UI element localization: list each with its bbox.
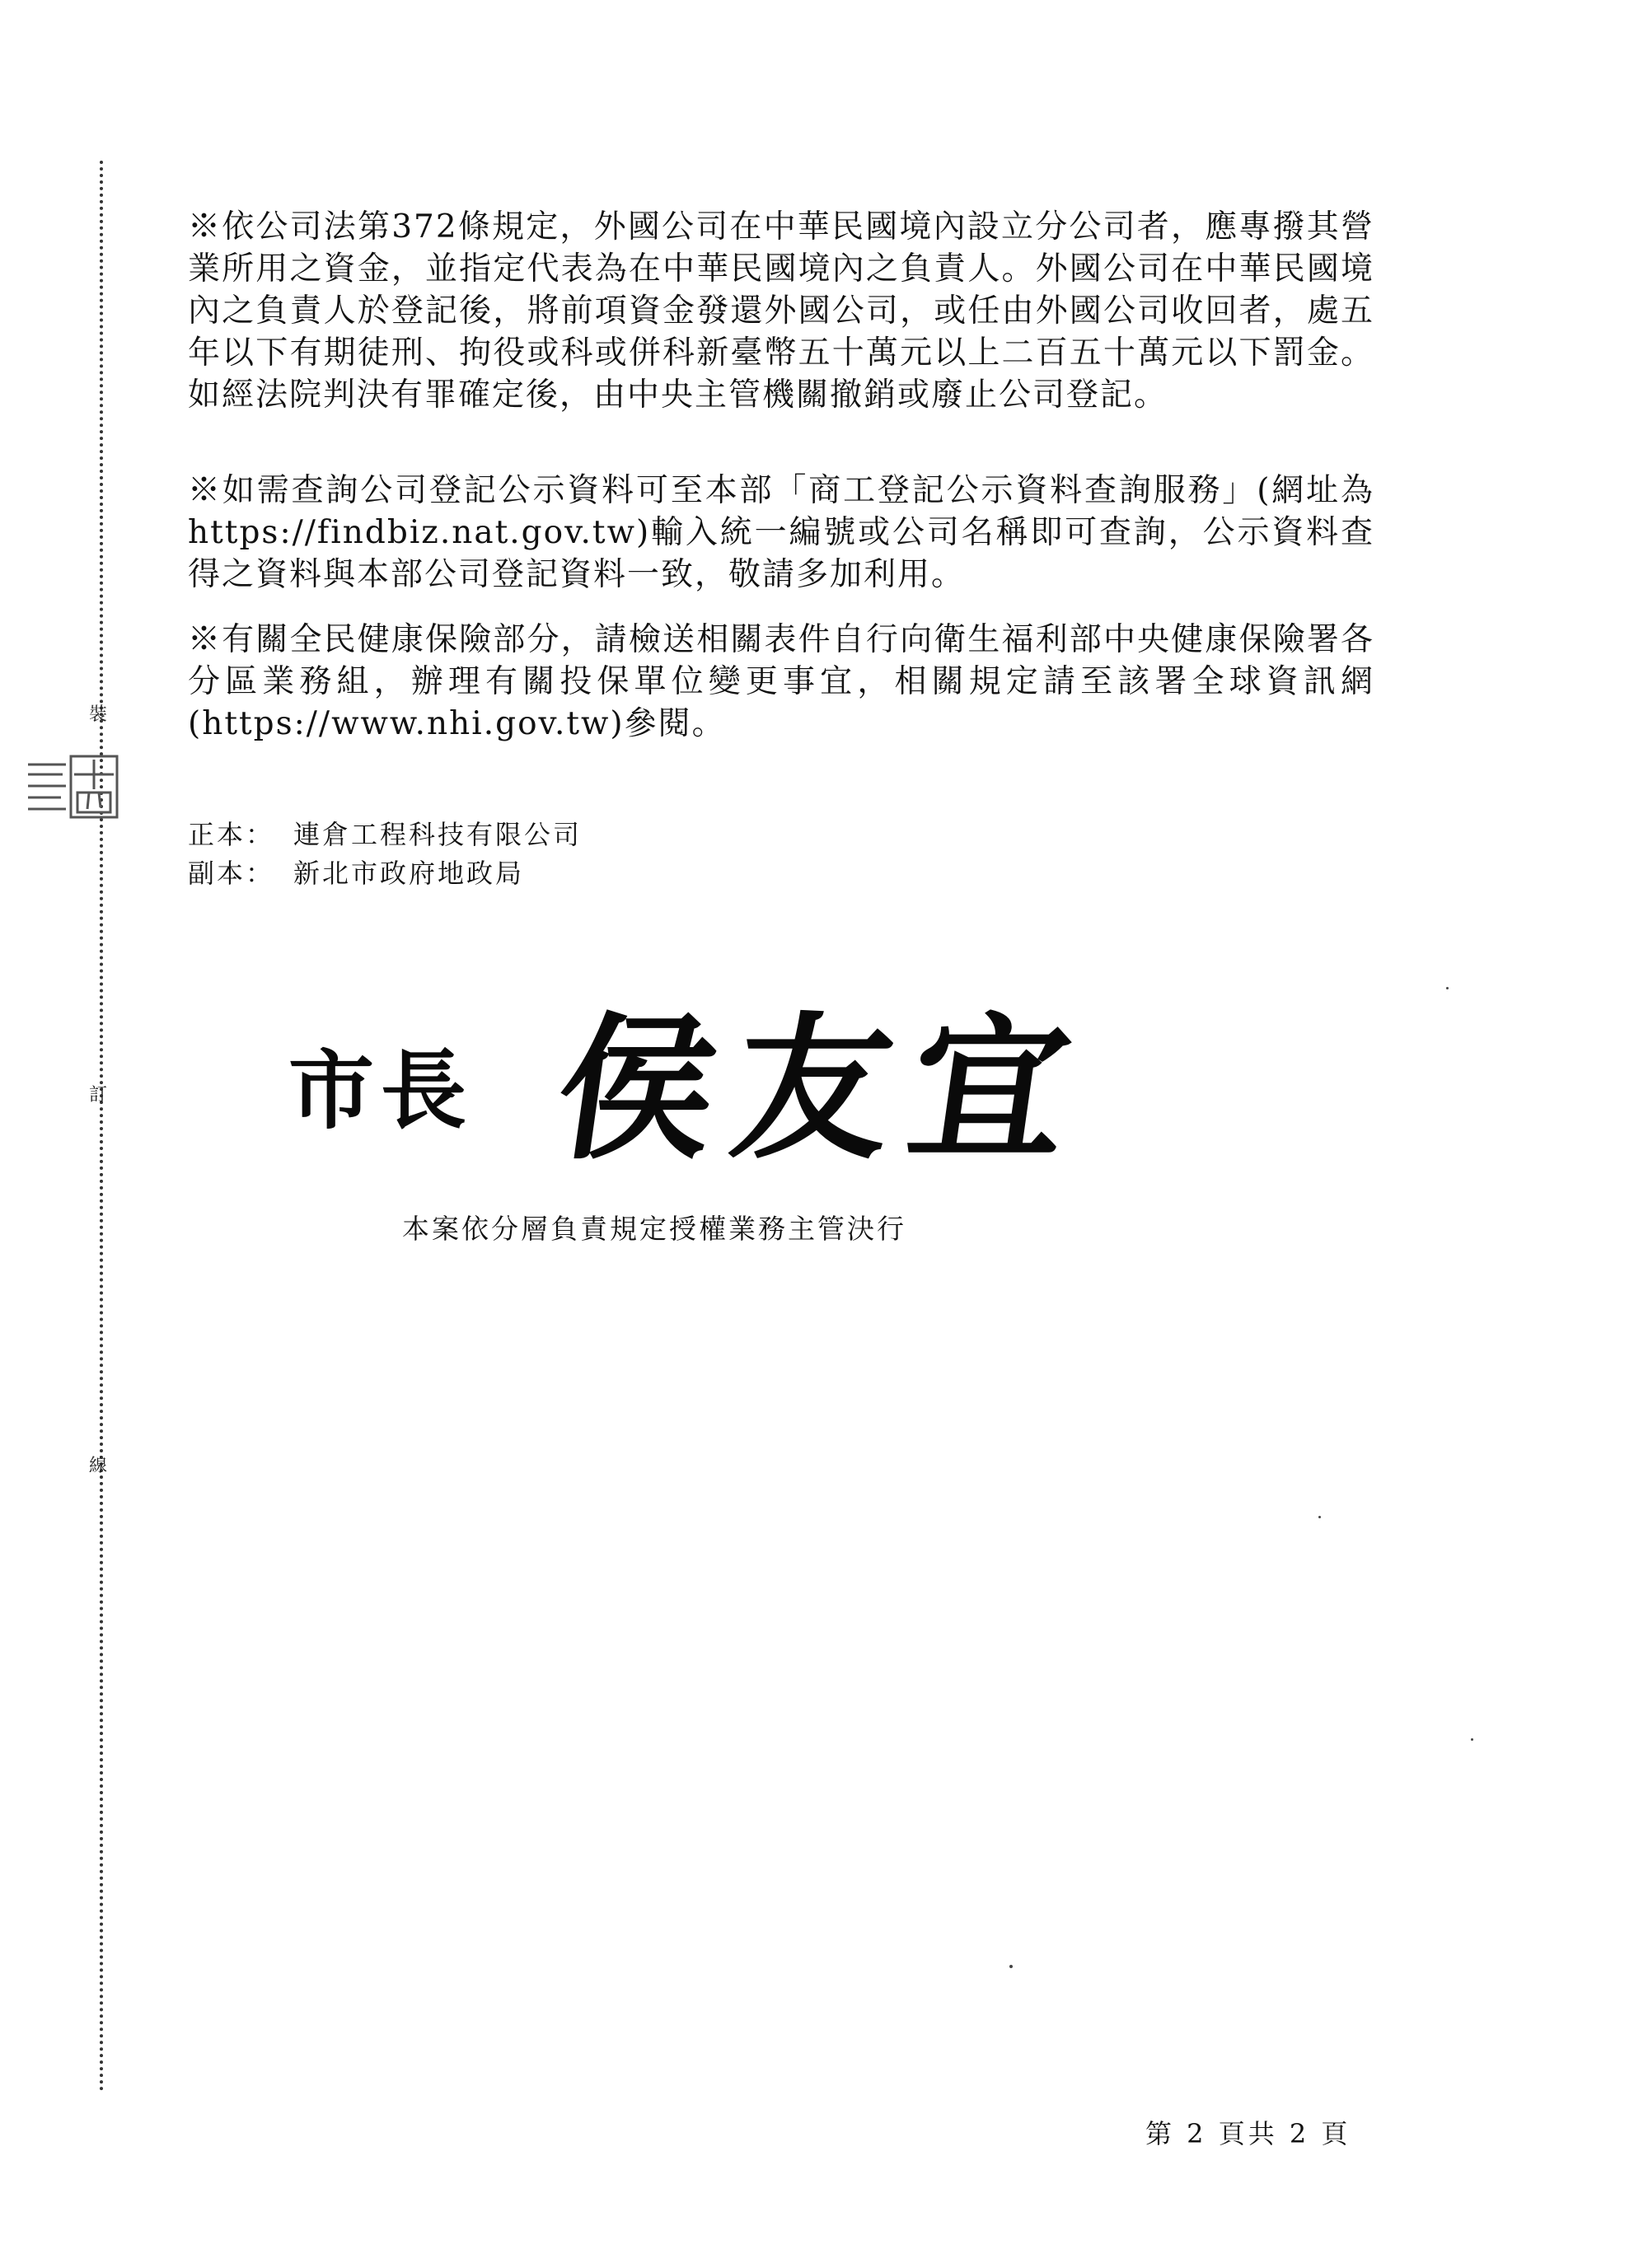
binding-dotted-line <box>100 161 103 2093</box>
copy-label: 副本： <box>188 858 275 889</box>
mayor-signature-block <box>288 964 1112 1181</box>
original-recipient: 連倉工程科技有限公司 <box>293 819 583 850</box>
original-label: 正本： <box>188 819 275 850</box>
paragraph-health-insurance: ※有關全民健康保險部分，請檢送相關表件自行向衛生福利部中央健康保險署各分區業務組，辦理有關投保單位變更事宜，相關規定請至該署全球資訊網(https://www.nhi.gov.tw)參閱。 <box>188 621 1374 742</box>
distribution-copy <box>188 853 524 891</box>
binding-mark-xian: 線 <box>89 1456 108 1476</box>
binding-mark-ding: 訂 <box>89 1085 108 1106</box>
paragraph-registry-lookup: ※如需查詢公司登記公示資料可至本部「商工登記公示資料查詢服務」(網址為https://findbiz.nat.gov.tw)輸入統一編號或公司名稱即可查詢，公示資料查得之資料與本部公司登記資料一致，敬請多加利用。 <box>188 472 1374 593</box>
delegation-note: 本案依分層負責規定授權業務主管決行 <box>402 1213 906 1245</box>
signature-name: 侯友宜 <box>545 997 1101 1181</box>
scan-speck <box>1009 1965 1013 1968</box>
distribution-original <box>188 814 582 852</box>
copy-recipient: 新北市政府地政局 <box>293 858 525 889</box>
scan-speck <box>1318 1516 1321 1518</box>
signature-title: 市長 <box>288 1040 474 1141</box>
scan-speck <box>1471 1738 1473 1741</box>
page-number: 第 2 頁共 2 頁 <box>1145 2118 1351 2149</box>
margin-stamp-graphic <box>25 750 122 822</box>
paragraph-foreign-branch-rule: ※依公司法第372條規定，外國公司在中華民國境內設立分公司者，應專撥其營業所用之資金，並指定代表為在中華民國境內之負責人。外國公司在中華民國境內之負責人於登記後，將前項資金發還外國公司，或任由外國公司收回者，處五年以下有期徒刑、拘役或科或併科新臺幣五十萬元以上二百五十萬元以下罰金。如經法院判決有罪確定後，由中央主管機關撤銷或廢止公司登記。 <box>188 208 1374 414</box>
binding-mark-zhuang: 裝 <box>89 704 108 725</box>
scan-speck <box>1446 987 1449 989</box>
